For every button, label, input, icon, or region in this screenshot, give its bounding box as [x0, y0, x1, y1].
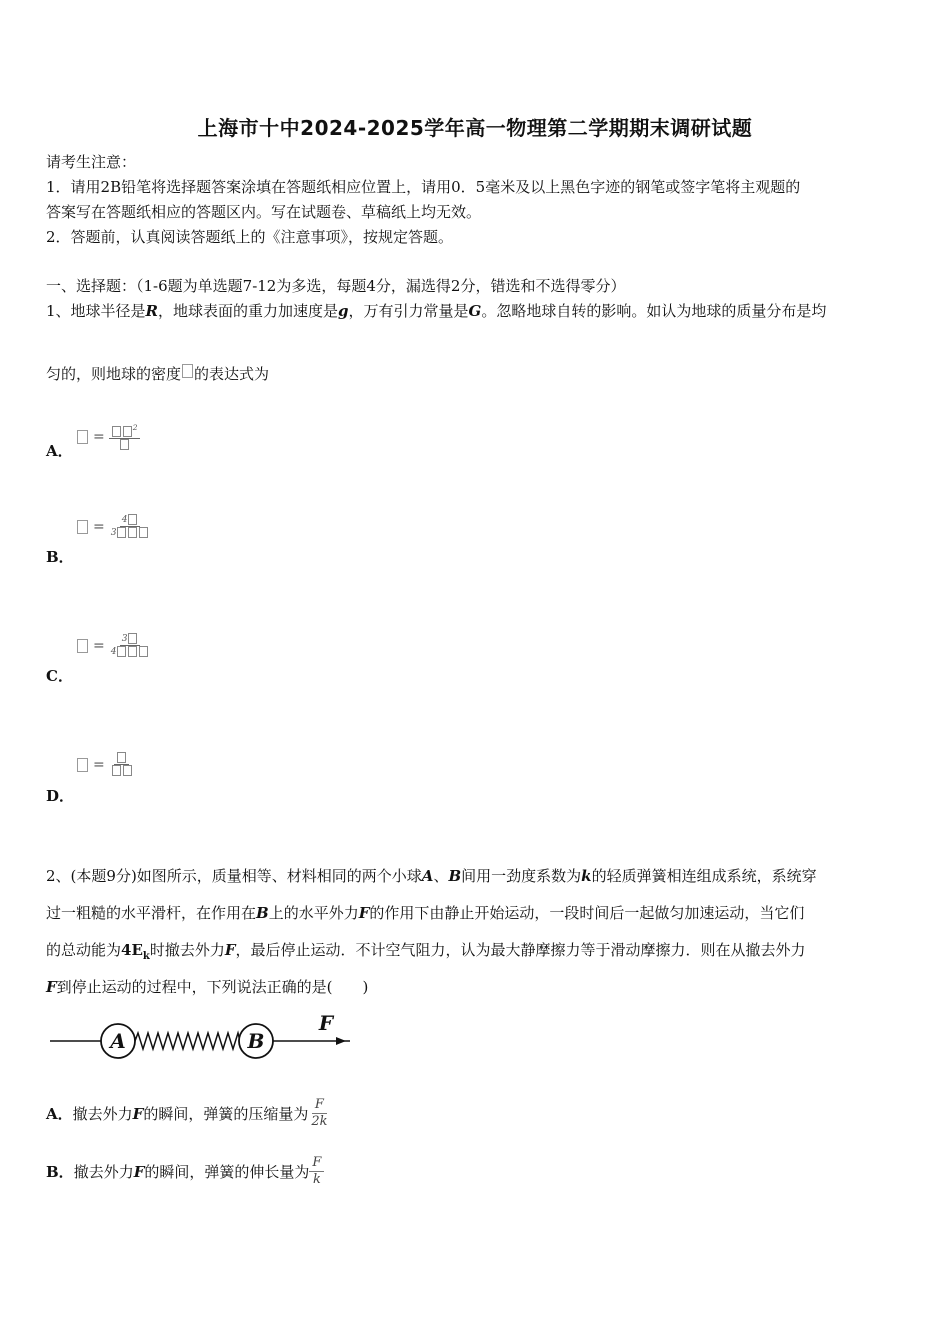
q1-stem-line2: 匀的，则地球的密度 的表达式为	[46, 365, 270, 383]
q1-option-d-formula: =	[76, 752, 135, 777]
q2-option-b-label: B．	[46, 1162, 74, 1181]
ball-b-label: B	[247, 1029, 265, 1053]
ball-a-label: A	[110, 1029, 126, 1053]
q2-stem-line4: F到停止运动的过程中，下列说法正确的是( )	[46, 978, 369, 996]
q2-option-a[interactable]: A． 撤去外力 F 的瞬间，弹簧的压缩量为 $\frac{F}{2k}$	[46, 1097, 330, 1130]
force-label: F	[318, 1011, 334, 1035]
q2-option-b[interactable]: B． 撤去外力 F 的瞬间，弹簧的伸长量为 $\frac{F}{k}$	[46, 1155, 324, 1188]
notice-line1a: 1．请用2B铅笔将选择题答案涂填在答题纸相应位置上，请用0．5毫米及以上黑色字迹的钢笔或签字笔将主观题的	[46, 178, 801, 196]
rho-box	[77, 520, 88, 534]
fraction-f-over-k: $\frac{F}{k}$	[309, 1155, 324, 1188]
q1-option-a-formula: = $^2$	[76, 422, 140, 451]
q1-option-a-label[interactable]: A．	[46, 442, 73, 460]
q2-stem-line2: 过一粗糙的水平滑杆，在作用在B上的水平外力F的作用下由静止开始运动，一段时间后一起做匀加速运动，当它们	[46, 904, 805, 922]
spring	[135, 1033, 240, 1049]
q1-option-c-formula: = $\frac{3}{4}$	[76, 633, 151, 658]
q1-option-b-formula: = $\frac{4}{3}$	[76, 514, 151, 539]
q1-stem-line1: 1、地球半径是R，地球表面的重力加速度是g，万有引力常量是G。忽略地球自转的影响。如认为地球的质量分布是均	[46, 302, 827, 320]
spring-system-figure	[46, 1008, 356, 1064]
fraction: $\frac{3}{4}$	[109, 633, 152, 658]
rho-box	[77, 430, 88, 444]
fraction-f-over-2k: $\frac{F}{2k}$	[311, 1097, 328, 1129]
rho-box	[77, 639, 88, 653]
q1-option-b-label[interactable]: B．	[46, 548, 74, 566]
q2-stem-line1: 2、(本题9分)如图所示，质量相等、材料相同的两个小球A、B间用一劲度系数为k的轻质弹簧相连组成系统，系统穿	[46, 867, 817, 885]
rho-placeholder-box	[182, 364, 193, 378]
notice-heading: 请考生注意：	[46, 153, 137, 171]
notice-line1b: 答案写在答题纸相应的答题区内。写在试题卷、草稿纸上均无效。	[46, 203, 482, 221]
fraction: $\frac{4}{3}$	[109, 514, 152, 539]
q1-option-d-label[interactable]: D．	[46, 787, 75, 805]
q2-option-a-label: A．	[46, 1104, 73, 1123]
notice-line2: 2．答题前，认真阅读答题纸上的《注意事项》，按规定答题。	[46, 228, 454, 246]
q2-stem-line3: 的总动能为$4E_k$时撤去外力F，最后停止运动．不计空气阻力，认为最大静摩擦力等于滑动摩擦力．则在从撤去外力	[46, 941, 806, 962]
rho-box	[77, 758, 88, 772]
page-title: 上海市十中2024-2025学年高一物理第二学期期末调研试题	[197, 116, 753, 140]
fraction	[109, 752, 135, 777]
fraction: 2	[109, 422, 140, 451]
section-heading: 一、选择题：（1-6题为单选题7-12为多选，每题4分，漏选得2分，错选和不选得零分）	[46, 277, 626, 295]
force-arrow-head	[336, 1037, 346, 1045]
q1-option-c-label[interactable]: C．	[46, 667, 73, 685]
